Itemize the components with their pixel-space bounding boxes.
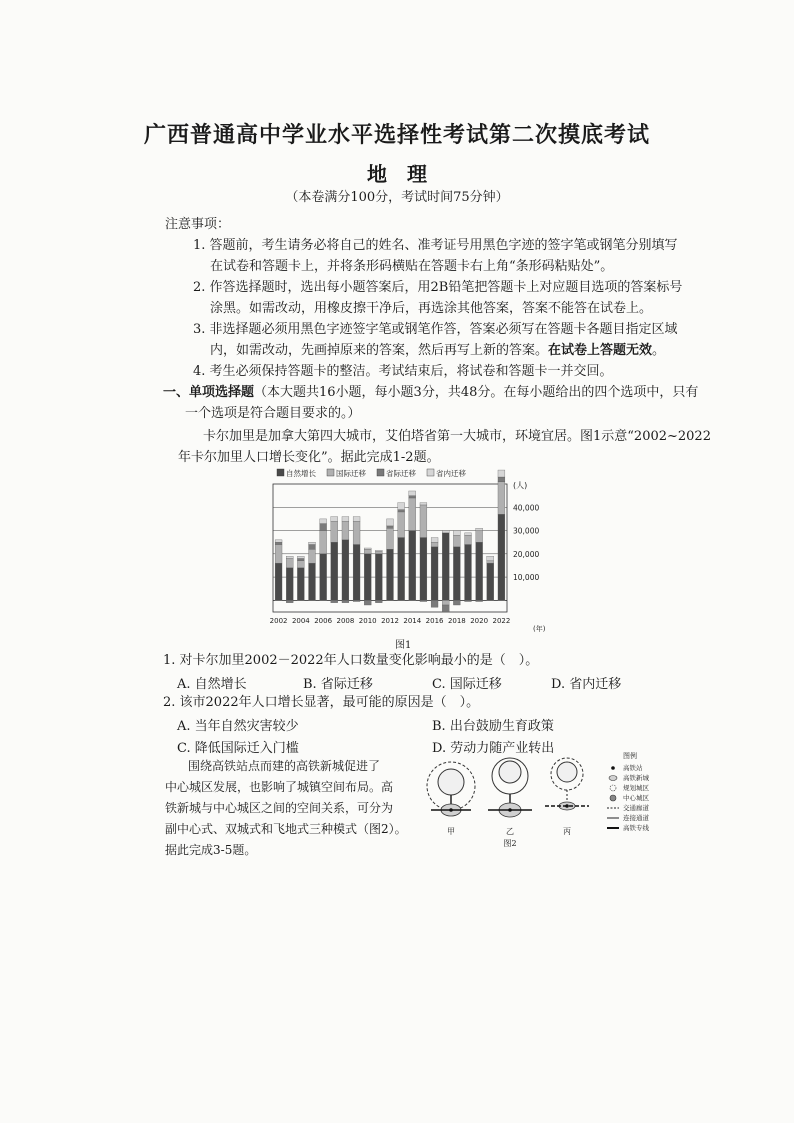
bar-2007-2 bbox=[331, 600, 338, 602]
bar-2013-0 bbox=[398, 538, 405, 601]
bar-2012-1 bbox=[387, 528, 394, 549]
center-city-bing bbox=[557, 762, 577, 782]
bar-2003-1 bbox=[286, 558, 293, 567]
bar-2016-1 bbox=[431, 542, 438, 547]
legend-label-hsr-line: 高铁专线 bbox=[623, 824, 649, 832]
passage1-line2: 年卡尔加里人口增长变化”。据此完成1-2题。 bbox=[178, 450, 440, 465]
hsr-station-yi bbox=[508, 808, 512, 812]
instruction-1a: 1. 答题前，考生请务必将自己的姓名、准考证号用黑色字迹的签字笔或钢笔分别填写 bbox=[193, 238, 678, 253]
instruction-4: 4. 考生必须保持答题卡的整洁。考试结束后，将试卷和答题卡一并交回。 bbox=[193, 364, 613, 379]
bar-2008-1 bbox=[342, 521, 349, 540]
bar-2011-1 bbox=[375, 551, 382, 553]
y-tick-label: 20,000 bbox=[513, 549, 540, 559]
bar-2007-1 bbox=[331, 521, 338, 542]
instruction-2b: 涂黑。如需改动，用橡皮擦干净后，再选涂其他答案，答案不能答在试卷上。 bbox=[210, 301, 653, 316]
bar-2014-1 bbox=[409, 498, 416, 531]
bar-2003-2 bbox=[286, 600, 293, 602]
bar-2018-1 bbox=[453, 535, 460, 547]
bar-2017-3 bbox=[442, 531, 449, 533]
bar-2012-2 bbox=[387, 526, 394, 528]
bar-2007-0 bbox=[331, 542, 338, 600]
bar-2009-2 bbox=[353, 600, 360, 601]
instruction-3b: 内，如需改动，先画掉原来的答案，然后再写上新的答案。 bbox=[210, 343, 549, 358]
bar-2006-2 bbox=[320, 524, 327, 531]
bar-2008-3 bbox=[342, 517, 349, 522]
passage2-line3: 铁新城与中心城区之间的空间关系，可分为 bbox=[165, 801, 394, 815]
bar-2022-2 bbox=[498, 477, 505, 482]
bar-2010-2 bbox=[364, 600, 371, 605]
bar-2006-0 bbox=[320, 554, 327, 601]
bar-2005-1 bbox=[309, 549, 316, 563]
bar-2004-2 bbox=[297, 558, 304, 560]
bar-2011-2 bbox=[375, 600, 382, 602]
bar-2010-3 bbox=[364, 548, 371, 549]
figure2-legend-title: 图例 bbox=[623, 752, 637, 760]
figure2-caption: 图2 bbox=[503, 839, 517, 848]
model-bing bbox=[545, 758, 589, 810]
bar-2002-0 bbox=[275, 563, 282, 600]
population-growth-chart bbox=[265, 466, 565, 636]
legend-center-symbol bbox=[610, 795, 616, 801]
bar-2015-0 bbox=[420, 538, 427, 601]
bar-2021-3 bbox=[487, 556, 494, 561]
bar-2004-0 bbox=[297, 568, 304, 601]
y-axis-unit: (人) bbox=[513, 481, 528, 490]
q1-option-d: D. 省内迁移 bbox=[551, 677, 622, 692]
y-tick-label: 30,000 bbox=[513, 526, 540, 536]
passage2-line1: 围绕高铁站点而建的高铁新城促进了 bbox=[188, 759, 381, 773]
bar-2006-1 bbox=[320, 531, 327, 554]
bar-2020-3 bbox=[476, 528, 483, 530]
bar-2009-3 bbox=[353, 517, 360, 522]
bar-2021-1 bbox=[487, 561, 494, 563]
bar-2006-3 bbox=[320, 519, 327, 524]
legend-label-center: 中心城区 bbox=[623, 794, 649, 802]
instruction-1b: 在试卷和答题卡上，并将条形码横贴在答题卡右上角“条形码粘贴处”。 bbox=[210, 259, 614, 274]
model-yi bbox=[488, 758, 532, 817]
passage2-line2: 中心城区发展，也影响了城镇空间布局。高 bbox=[165, 780, 394, 794]
question-2: 2. 该市2022年人口增长显著，最可能的原因是（ ）。 bbox=[163, 695, 480, 710]
legend-label-corridor: 交通廊道 bbox=[623, 804, 649, 812]
y-tick-label: 10,000 bbox=[513, 573, 540, 583]
bar-2002-1 bbox=[275, 545, 282, 564]
bar-2004-3 bbox=[297, 556, 304, 558]
bar-2018-3 bbox=[453, 531, 460, 536]
bar-2003-3 bbox=[286, 556, 293, 558]
bar-2009-1 bbox=[353, 521, 360, 544]
bar-2020-1 bbox=[476, 531, 483, 543]
exam-note: （本卷满分100分，考试时间75分钟） bbox=[285, 190, 509, 205]
q1-option-b: B. 省际迁移 bbox=[303, 677, 373, 692]
legend-label-connection: 连接通道 bbox=[623, 814, 649, 822]
q2-option-a: A. 当年自然灾害较少 bbox=[177, 719, 299, 734]
section1-desc1: （本大题共16小题，每小题3分，共48分。在每小题给出的四个选项中，只有 bbox=[254, 385, 699, 400]
bar-2016-0 bbox=[431, 547, 438, 601]
q2-option-c: C. 降低国际迁入门槛 bbox=[177, 741, 299, 756]
bar-2013-2 bbox=[398, 510, 405, 512]
legend-label-0: 自然增长 bbox=[286, 469, 316, 478]
passage1-line1: 卡尔加里是加拿大第四大城市，艾伯塔省第一大城市，环境宜居。图1示意“2002~2022 bbox=[203, 429, 711, 444]
bar-2010-1 bbox=[364, 549, 371, 554]
y-tick-label: 40,000 bbox=[513, 503, 540, 513]
passage2-line4: 副中心式、双城式和飞地式三种模式（图2）。 bbox=[165, 822, 407, 836]
legend-swatch-0 bbox=[277, 469, 284, 476]
bar-2007-3 bbox=[331, 517, 338, 522]
bar-2022-1 bbox=[498, 482, 505, 515]
bar-2014-0 bbox=[409, 531, 416, 601]
bar-2020-0 bbox=[476, 542, 483, 600]
instruction-2a: 2. 作答选择题时，选出每小题答案后，用2B铅笔把答题卡上对应题目选项的答案标号 bbox=[193, 280, 683, 295]
x-tick-label: 2016 bbox=[425, 617, 444, 625]
bar-2017-1 bbox=[442, 600, 449, 605]
legend-label-station: 高铁站 bbox=[623, 764, 643, 772]
instruction-3b-emphasis: 在试卷上答题无效 bbox=[548, 343, 653, 358]
exam-title: 广西普通高中学业水平选择性考试第二次摸底考试 bbox=[143, 122, 650, 148]
question-1: 1. 对卡尔加里2002－2022年人口数量变化影响最小的是（ ）。 bbox=[163, 653, 539, 668]
bar-2008-0 bbox=[342, 540, 349, 601]
bar-2005-0 bbox=[309, 563, 316, 600]
bar-2012-3 bbox=[387, 519, 394, 526]
instruction-3a: 3. 非选择题必须用黑色字迹签字笔或钢笔作答，答案必须写在答题卡各题目指定区域 bbox=[193, 322, 678, 337]
chart-legend bbox=[277, 468, 466, 478]
x-axis-unit: (年) bbox=[533, 625, 546, 633]
legend-label-2: 省际迁移 bbox=[386, 469, 416, 478]
instructions-heading: 注意事项： bbox=[165, 217, 231, 232]
bar-2020-2 bbox=[476, 600, 483, 601]
model-label-jia: 甲 bbox=[447, 827, 455, 836]
bar-2005-3 bbox=[309, 542, 316, 544]
bar-2011-3 bbox=[375, 550, 382, 551]
section1-line bbox=[163, 383, 698, 403]
x-tick-label: 2006 bbox=[314, 617, 333, 625]
bar-2019-2 bbox=[465, 600, 472, 601]
bar-2018-0 bbox=[453, 547, 460, 601]
bar-2019-3 bbox=[465, 533, 472, 535]
bar-2004-1 bbox=[297, 561, 304, 568]
legend-label-1: 国际迁移 bbox=[336, 469, 366, 478]
passage2-line5: 据此完成3-5题。 bbox=[165, 843, 257, 857]
bar-2017-0 bbox=[442, 533, 449, 600]
bar-2019-1 bbox=[465, 535, 472, 544]
center-city-jia bbox=[438, 769, 464, 795]
bar-2014-3 bbox=[409, 491, 416, 496]
bar-2021-0 bbox=[487, 563, 494, 600]
instruction-3b-line bbox=[210, 341, 665, 361]
x-tick-label: 2010 bbox=[358, 617, 377, 625]
legend-label-planned: 规划城区 bbox=[623, 784, 649, 792]
legend-swatch-2 bbox=[377, 469, 384, 476]
bar-2008-2 bbox=[342, 600, 349, 602]
bar-2002-3 bbox=[275, 540, 282, 542]
figure2-legend bbox=[607, 763, 650, 832]
model-jia bbox=[427, 762, 475, 816]
bar-2015-2 bbox=[420, 600, 427, 601]
instruction-3b-end: 。 bbox=[652, 343, 666, 358]
bar-2009-0 bbox=[353, 545, 360, 601]
legend-label-3: 省内迁移 bbox=[436, 469, 466, 478]
x-tick-label: 2018 bbox=[447, 617, 466, 625]
bar-2019-0 bbox=[465, 545, 472, 601]
q1-option-c: C. 国际迁移 bbox=[432, 677, 502, 692]
legend-label-newtown: 高铁新城 bbox=[623, 774, 649, 782]
x-tick-label: 2004 bbox=[291, 617, 310, 625]
bar-2013-3 bbox=[398, 503, 405, 510]
hsr-station-bing bbox=[565, 804, 569, 808]
bar-2010-0 bbox=[364, 554, 371, 601]
bar-2002-2 bbox=[275, 542, 282, 544]
bar-2015-1 bbox=[420, 505, 427, 538]
bar-2005-2 bbox=[309, 545, 316, 550]
x-tick-label: 2002 bbox=[269, 617, 288, 625]
section1-heading: 一、单项选择题 bbox=[163, 385, 255, 400]
x-tick-label: 2022 bbox=[492, 617, 511, 625]
legend-swatch-1 bbox=[327, 469, 334, 476]
subject-title: 地 理 bbox=[367, 162, 427, 186]
bar-2012-0 bbox=[387, 549, 394, 600]
bar-2022-0 bbox=[498, 514, 505, 600]
model-label-yi: 乙 bbox=[506, 827, 514, 836]
section1-desc2: 一个选项是符合题目要求的。） bbox=[185, 406, 361, 421]
bar-2014-2 bbox=[409, 496, 416, 498]
x-tick-label: 2020 bbox=[470, 617, 489, 625]
bar-2011-0 bbox=[375, 554, 382, 601]
q1-option-a: A. 自然增长 bbox=[177, 677, 247, 692]
hsr-station-jia bbox=[449, 808, 453, 812]
bar-2016-2 bbox=[431, 600, 438, 607]
bar-2003-0 bbox=[286, 568, 293, 601]
high-speed-rail-city-models-figure bbox=[425, 748, 685, 850]
figure1-caption: 图1 bbox=[395, 640, 412, 651]
x-tick-label: 2014 bbox=[403, 617, 422, 625]
legend-newtown-symbol bbox=[609, 776, 617, 781]
q2-option-d: D. 劳动力随产业转出 bbox=[432, 741, 555, 756]
x-tick-label: 2008 bbox=[336, 617, 355, 625]
bar-2013-1 bbox=[398, 512, 405, 538]
model-label-bing: 丙 bbox=[563, 827, 571, 836]
bar-2017-2 bbox=[442, 605, 449, 612]
legend-swatch-3 bbox=[427, 469, 434, 476]
bar-2016-3 bbox=[431, 538, 438, 543]
q2-option-b: B. 出台鼓励生育政策 bbox=[432, 719, 554, 734]
x-tick-label: 2012 bbox=[381, 617, 399, 625]
center-core-yi bbox=[499, 761, 521, 783]
legend-station-symbol bbox=[611, 766, 615, 770]
bar-2018-2 bbox=[453, 600, 460, 605]
bar-2015-3 bbox=[420, 503, 427, 505]
legend-planned-symbol bbox=[610, 785, 616, 791]
bar-2022-3 bbox=[498, 470, 505, 477]
